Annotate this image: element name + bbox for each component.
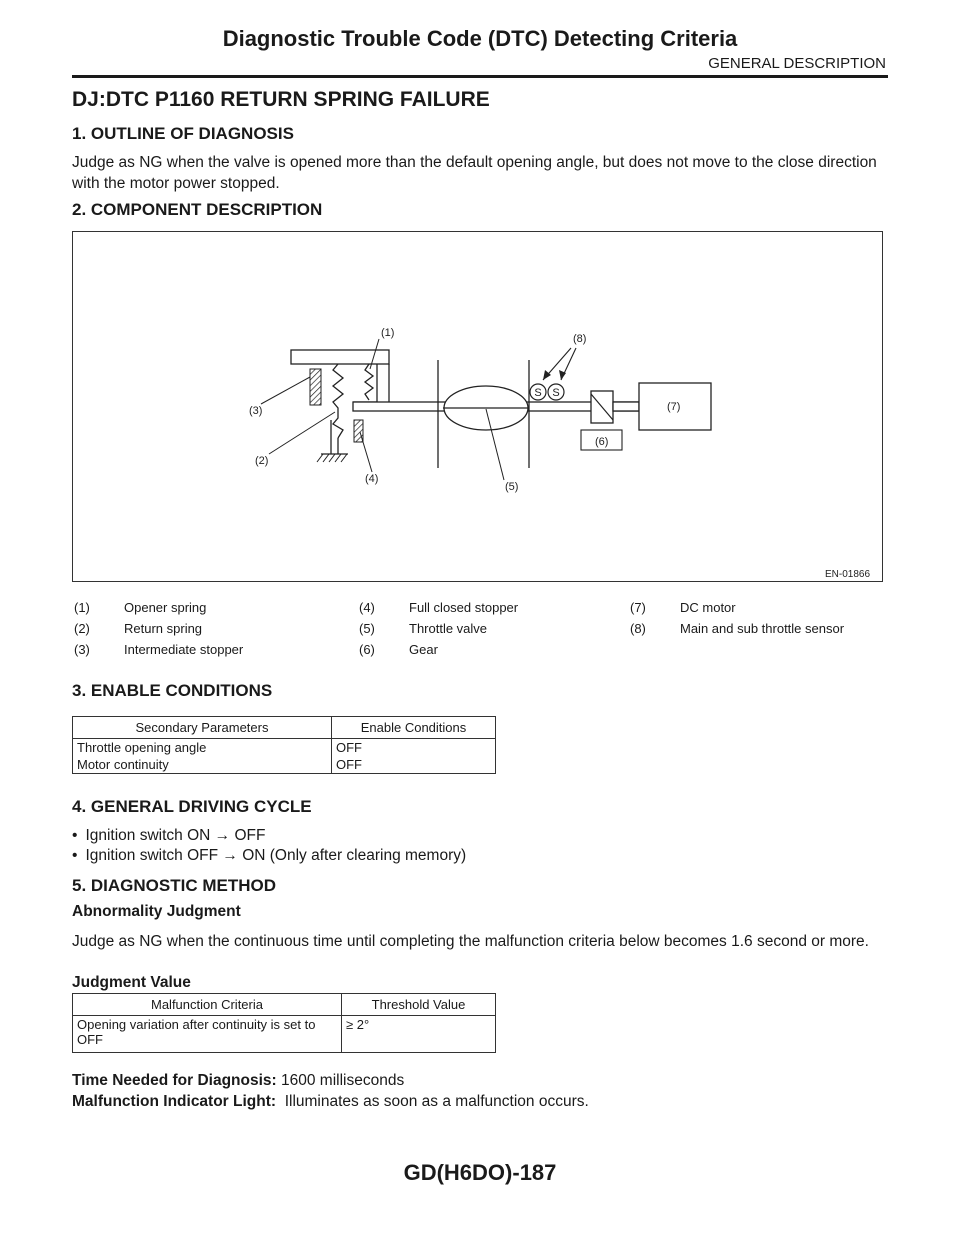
method-heading: 5. DIAGNOSTIC METHOD (72, 876, 277, 895)
legend-item: (3) Intermediate stopper (74, 642, 244, 657)
mil-label: Malfunction Indicator Light: (72, 1093, 277, 1110)
table-header-cell: Malfunction Criteria (73, 994, 342, 1016)
table-cell: ≥ 2° (342, 1016, 496, 1053)
judgment-value-table (72, 993, 496, 1053)
table-cell: OFF (332, 756, 496, 774)
callout-1: (1) (381, 327, 395, 339)
dtc-title: DJ:DTC P1160 RETURN SPRING FAILURE (72, 88, 490, 111)
time-needed-value: 1600 milliseconds (281, 1072, 405, 1089)
intermediate-stopper-shape (310, 369, 321, 405)
enable-conditions-table (72, 716, 496, 774)
cycle-heading: 4. GENERAL DRIVING CYCLE (72, 797, 312, 816)
legend-item: (4) Full closed stopper (359, 600, 519, 615)
legend-item: (8) Main and sub throttle sensor (630, 621, 845, 636)
table-row (73, 739, 496, 757)
table-cell: Throttle opening angle (73, 739, 332, 757)
table-row (73, 756, 496, 774)
legend-item: (7) DC motor (630, 600, 736, 615)
list-item: • Ignition switch ON → OFF (72, 826, 466, 846)
time-needed-label: Time Needed for Diagnosis: (72, 1072, 277, 1089)
figure-code: EN-01866 (825, 569, 871, 580)
abnormality-text: Judge as NG when the continuous time until completing the malfunction criteria below becomes 1.6 second or more. (72, 933, 869, 950)
component-heading: 2. COMPONENT DESCRIPTION (72, 200, 323, 219)
callout-4: (4) (365, 473, 379, 485)
table-header-cell: Threshold Value (342, 994, 496, 1016)
table-row (73, 1016, 496, 1053)
cycle-list (72, 826, 466, 866)
time-needed-line (72, 1072, 404, 1090)
sensor-letter-sub: S (552, 387, 560, 399)
table-cell: Opening variation after continuity is set to OFF (73, 1016, 342, 1053)
table-header-row (73, 717, 496, 739)
page-number: GD(H6DO)-187 (403, 1160, 557, 1185)
judgment-heading: Judgment Value (72, 974, 191, 991)
callout-6: (6) (595, 436, 609, 448)
callout-8: (8) (573, 333, 587, 345)
table-cell: OFF (332, 739, 496, 757)
abnormality-heading: Abnormality Judgment (72, 903, 241, 920)
outline-heading: 1. OUTLINE OF DIAGNOSIS (72, 124, 294, 143)
callout-5: (5) (505, 481, 519, 493)
sensor-letter-main: S (534, 387, 542, 399)
mil-line (72, 1093, 589, 1111)
callout-2: (2) (255, 455, 269, 467)
sensor-arrows (543, 348, 576, 380)
callout-7: (7) (667, 401, 681, 413)
return-spring-shape (333, 364, 343, 438)
callout-3: (3) (249, 405, 263, 417)
enable-heading: 3. ENABLE CONDITIONS (72, 681, 273, 700)
table-header-row (73, 994, 496, 1016)
ground-symbol (317, 454, 348, 462)
list-item: • Ignition switch OFF → ON (Only after clearing memory) (72, 846, 466, 866)
legend-item: (2) Return spring (74, 621, 203, 636)
outline-text: Judge as NG when the valve is opened more than the default opening angle, but does not move to the close direction with the motor power stopped. (72, 154, 877, 192)
component-diagram (72, 231, 883, 582)
section-label: GENERAL DESCRIPTION (708, 55, 886, 72)
throttle-sensor-shape (530, 384, 564, 400)
legend-item: (5) Throttle valve (359, 621, 488, 636)
table-cell: Motor continuity (73, 756, 332, 774)
table-header-cell: Enable Conditions (332, 717, 496, 739)
mil-value: Illuminates as soon as a malfunction occurs. (284, 1093, 589, 1110)
table-header-cell: Secondary Parameters (73, 717, 332, 739)
opener-spring-shape (365, 364, 373, 400)
legend-item: (1) Opener spring (74, 600, 207, 615)
header-rule (72, 75, 888, 78)
legend-item: (6) Gear (359, 642, 438, 657)
page-title: Diagnostic Trouble Code (DTC) Detecting Criteria (222, 26, 738, 51)
